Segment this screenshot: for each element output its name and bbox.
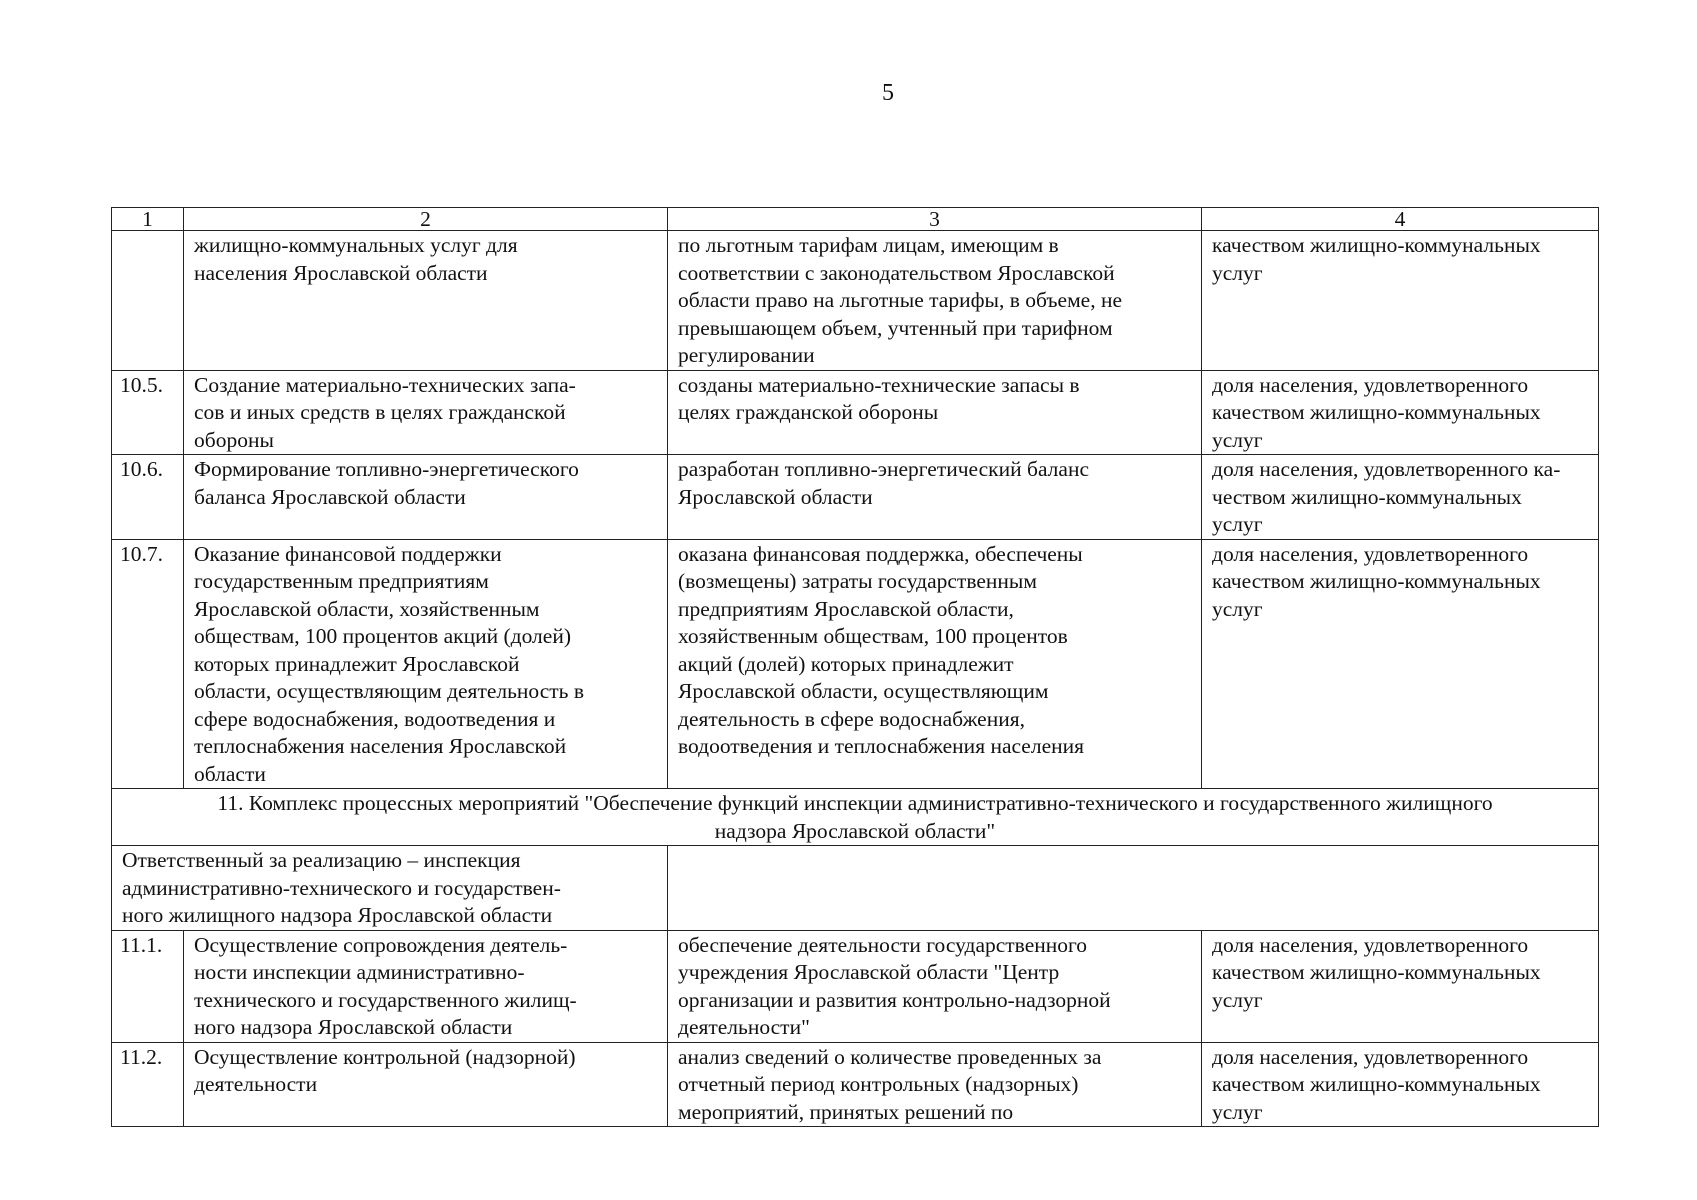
measure-result: анализ сведений о количестве проведенных за отчетный период контрольных (надзорных) мероприятий, принятых решений по <box>668 1042 1202 1127</box>
section-row <box>112 789 1599 846</box>
measure-indicator: качеством жилищно-коммунальных услуг <box>1202 231 1599 371</box>
page-number: 5 <box>882 80 894 106</box>
table-row <box>112 930 1599 1042</box>
column-header: 2 <box>184 208 668 231</box>
measure-result: по льготным тарифам лицам, имеющим в соответствии с законодательством Ярославской области право на льготные тарифы, в объеме, не превышающем объем, учтенный при тарифном регулировании <box>668 231 1202 371</box>
table-row <box>112 455 1599 540</box>
measures-table <box>111 207 1599 1127</box>
measure-name: Создание материально-технических запа- сов и иных средств в целях гражданской обороны <box>184 370 668 455</box>
responsible-label: Ответственный за реализацию – инспекция административно-технического и государствен- ного жилищного надзора Ярославской области <box>112 846 668 931</box>
table-header-row <box>112 208 1599 231</box>
column-header: 3 <box>668 208 1202 231</box>
table-row <box>112 231 1599 371</box>
column-header: 4 <box>1202 208 1599 231</box>
measure-result: созданы материально-технические запасы в целях гражданской обороны <box>668 370 1202 455</box>
measure-name: Оказание финансовой поддержки государственным предприятиям Ярославской области, хозяйственным обществам, 100 процентов акций (долей) которых принадлежит Ярославской области, осуществляющим деятельность в сфере водоснабжения, водоотведения и теплоснабжения населения Ярославской области <box>184 539 668 789</box>
measure-result: обеспечение деятельности государственного учреждения Ярославской области "Центр организации и развития контрольно-надзорной деятельности" <box>668 930 1202 1042</box>
row-number: 10.7. <box>112 539 184 789</box>
column-header: 1 <box>112 208 184 231</box>
row-number <box>112 231 184 371</box>
measure-result: разработан топливно-энергетический баланс Ярославской области <box>668 455 1202 540</box>
measure-indicator: доля населения, удовлетворенного качеством жилищно-коммунальных услуг <box>1202 930 1599 1042</box>
responsible-row <box>112 846 1599 931</box>
table-row <box>112 370 1599 455</box>
section-title: 11. Комплекс процессных мероприятий "Обеспечение функций инспекции административно-технического и государственного жилищного надзора Ярославской области" <box>112 789 1599 846</box>
measure-name: Формирование топливно-энергетического баланса Ярославской области <box>184 455 668 540</box>
measure-name: Осуществление сопровождения деятель- ности инспекции административно- технического и государственного жилищ- ного надзора Ярославской области <box>184 930 668 1042</box>
row-number: 11.1. <box>112 930 184 1042</box>
measure-name: Осуществление контрольной (надзорной) деятельности <box>184 1042 668 1127</box>
measure-indicator: доля населения, удовлетворенного качеством жилищно-коммунальных услуг <box>1202 1042 1599 1127</box>
measure-indicator: доля населения, удовлетворенного качеством жилищно-коммунальных услуг <box>1202 370 1599 455</box>
responsible-value <box>668 846 1599 931</box>
measure-indicator: доля населения, удовлетворенного качеством жилищно-коммунальных услуг <box>1202 539 1599 789</box>
row-number: 11.2. <box>112 1042 184 1127</box>
table-row <box>112 1042 1599 1127</box>
measure-indicator: доля населения, удовлетворенного ка- чеством жилищно-коммунальных услуг <box>1202 455 1599 540</box>
row-number: 10.6. <box>112 455 184 540</box>
table-row <box>112 539 1599 789</box>
row-number: 10.5. <box>112 370 184 455</box>
measure-name: жилищно-коммунальных услуг для населения Ярославской области <box>184 231 668 371</box>
measure-result: оказана финансовая поддержка, обеспечены (возмещены) затраты государственным предприятиям Ярославской области, хозяйственным обществам, 100 процентов акций (долей) которых принадлежит Ярославской области, осуществляющим деятельность в сфере водоснабжения, водоотведения и теплоснабжения населения <box>668 539 1202 789</box>
